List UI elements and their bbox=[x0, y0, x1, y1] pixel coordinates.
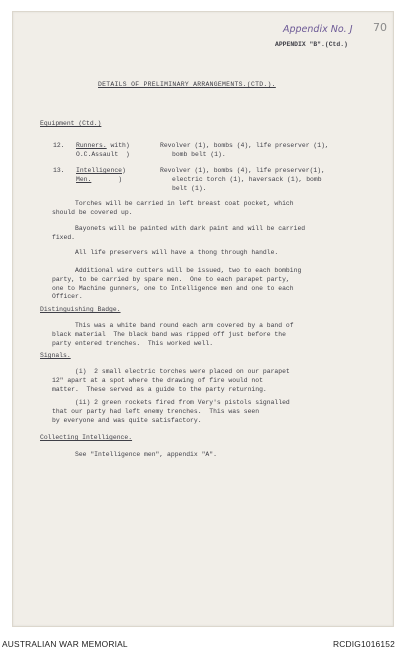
footer-institution: AUSTRALIAN WAR MEMORIAL bbox=[2, 639, 128, 649]
paragraph-bayonets: Bayonets will be painted with dark paint and will be carried fixed. bbox=[52, 225, 306, 241]
footer-record-id: RCDIG1016152 bbox=[333, 639, 395, 649]
item-12-text-line2: bomb belt (1). bbox=[172, 151, 226, 158]
section-heading-equipment: Equipment (Ctd.) bbox=[40, 120, 102, 127]
item-13-text-line2: electric torch (1), haversack (1), bomb bbox=[172, 176, 322, 183]
document-page bbox=[12, 11, 394, 627]
document-title: DETAILS OF PRELIMINARY ARRANGEMENTS.(CTD.). bbox=[98, 81, 276, 88]
section-heading-badge: Distinguishing Badge. bbox=[40, 306, 121, 313]
item-12-number: 12. bbox=[53, 142, 65, 149]
section-heading-signals: Signals. bbox=[40, 352, 71, 359]
paragraph-life-preservers: All life preservers will have a thong through handle. bbox=[52, 249, 279, 256]
paragraph-wire-cutters: Additional wire cutters will be issued, two to each bombing party, to be carried by spare men. One to each parapet party, one to Machine gunners, one to Intelligence men and one to each Officer. bbox=[52, 267, 302, 301]
item-13-label-line2: Men. ) bbox=[76, 176, 123, 183]
appendix-handwritten-label: Appendix No. J bbox=[283, 24, 353, 35]
item-12-text-line1: Revolver (1), bombs (4), life preserver (1), bbox=[160, 142, 329, 149]
item-12-label: Runners. with) bbox=[76, 142, 130, 149]
section-heading-intelligence: Collecting Intelligence. bbox=[40, 434, 133, 441]
item-12-label-line2: O.C.Assault ) bbox=[76, 151, 130, 158]
page-number: 70 bbox=[373, 21, 387, 34]
appendix-typed-label: APPENDIX "B".(Ctd.) bbox=[275, 41, 348, 48]
paragraph-badge: This was a white band round each arm covered by a band of black material The black band was ripped off just before the party entered trenches. This worked well. bbox=[52, 322, 294, 347]
paragraph-signal-ii: (ii) 2 green rockets fired from Very's pistols signalled that our party had left enemy trenches. This was seen by everyone and was quite satisfactory. bbox=[52, 399, 290, 424]
item-13-text-line1: Revolver (1), bombs (4), life preserver(1), bbox=[160, 167, 325, 174]
paragraph-signal-i: (i) 2 small electric torches were placed on our parapet 12" apart at a spot where the drawing of fire would not matter. These served as a guide to the party returning. bbox=[52, 368, 290, 393]
item-13-number: 13. bbox=[53, 167, 65, 174]
paragraph-intelligence: See "Intelligence men", appendix "A". bbox=[52, 451, 217, 458]
item-13-text-line3: belt (1). bbox=[172, 185, 207, 192]
item-13-label: Intelligence) bbox=[76, 167, 126, 174]
paragraph-torches: Torches will be carried in left breast coat pocket, which should be covered up. bbox=[52, 200, 294, 216]
